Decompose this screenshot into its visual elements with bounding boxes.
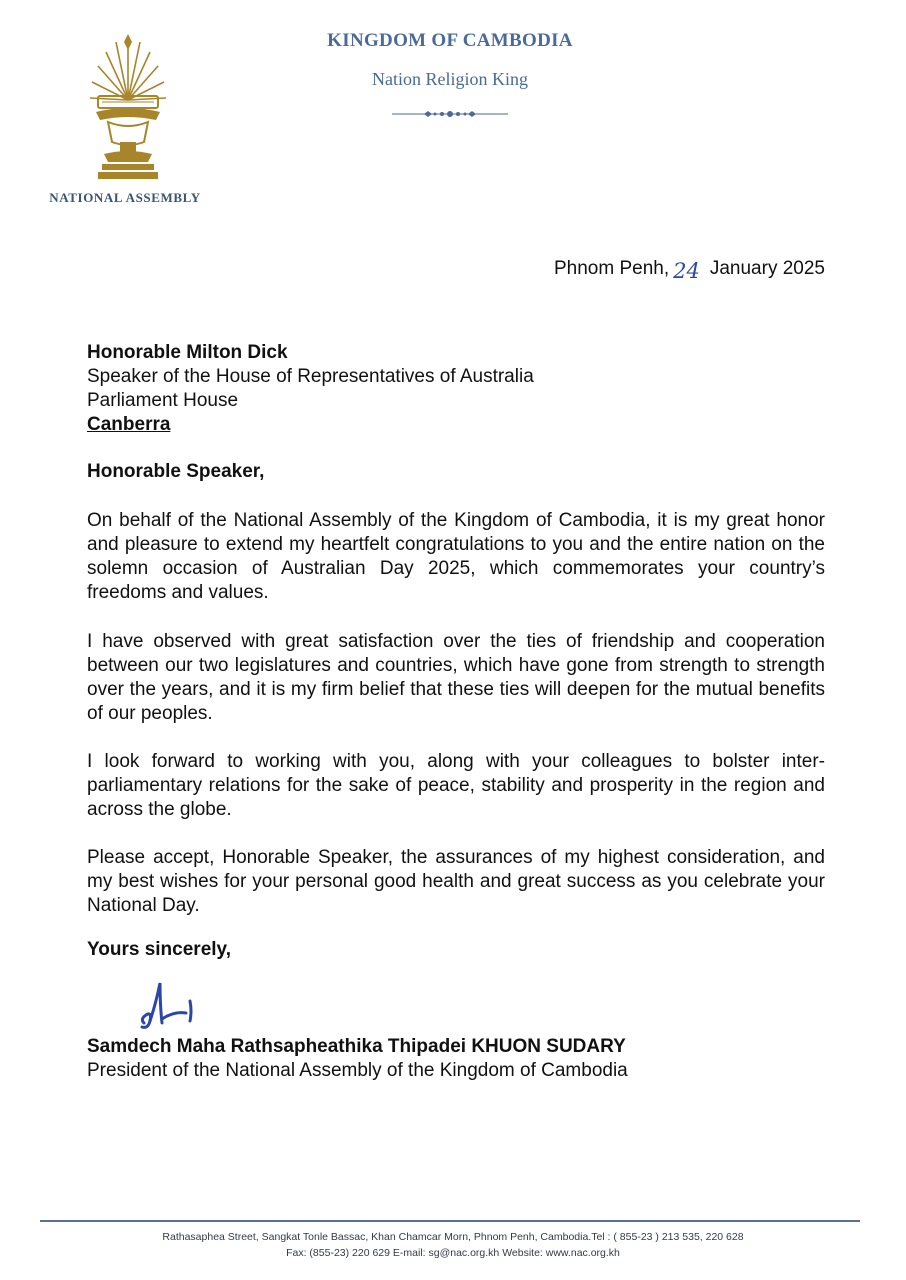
addressee-title: Speaker of the House of Representatives of Australia [87, 366, 534, 387]
footer-contact: Fax: (855-23) 220 629 E-mail: sg@nac.org.kh Website: www.nac.org.kh [286, 1247, 620, 1259]
date-day-handwritten: 24 [673, 259, 700, 283]
divider-ornament-icon [392, 107, 508, 121]
body-paragraph: On behalf of the National Assembly of the Kingdom of Cambodia, it is my great honor and pleasure to extend my heartfelt congratulations to you and the entire nation on the solemn occasion of Australian Day 2025, which commemorates your country’s freedoms and values. [87, 510, 825, 603]
national-assembly-emblem-icon [78, 30, 178, 185]
national-motto: Nation Religion King [372, 69, 528, 89]
body-paragraph: I have observed with great satisfaction over the ties of friendship and cooperation between our two legislatures and countries, which have gone from strength to strength over the years, and it is my firm belief that these ties will deepen for the mutual benefits of our peoples. [87, 631, 825, 724]
handwritten-signature [130, 975, 220, 1035]
organization-name: NATIONAL ASSEMBLY [49, 190, 201, 205]
addressee-block [87, 341, 534, 437]
date-month-year: January 2025 [709, 258, 825, 279]
salutation: Honorable Speaker, [87, 461, 265, 482]
signer-name: Samdech Maha Rathsapheathika Thipadei KHUON SUDARY [87, 1036, 626, 1057]
footer-divider [40, 1220, 860, 1222]
kingdom-title: KINGDOM OF CAMBODIA [327, 30, 573, 51]
body-paragraph: Please accept, Honorable Speaker, the assurances of my highest consideration, and my best wishes for your personal good health and great success as you celebrate your National Day. [87, 847, 825, 916]
addressee-building: Parliament House [87, 390, 239, 411]
footer-address: Rathasaphea Street, Sangkat Tonle Bassac, Khan Chamcar Morn, Phnom Penh, Cambodia.Tel : ( 855-23 ) 213 535, 220 628 [162, 1231, 744, 1243]
body-paragraph: I look forward to working with you, along with your colleagues to bolster inter-parliamentary relations for the sake of peace, stability and prosperity in the region and across the globe. [87, 751, 825, 820]
addressee-name: Honorable Milton Dick [87, 342, 288, 363]
closing: Yours sincerely, [87, 939, 231, 960]
addressee-city: Canberra [87, 414, 171, 435]
letter-date [553, 255, 825, 283]
signer-title: President of the National Assembly of the Kingdom of Cambodia [87, 1060, 628, 1081]
date-place: Phnom Penh, [553, 258, 670, 279]
